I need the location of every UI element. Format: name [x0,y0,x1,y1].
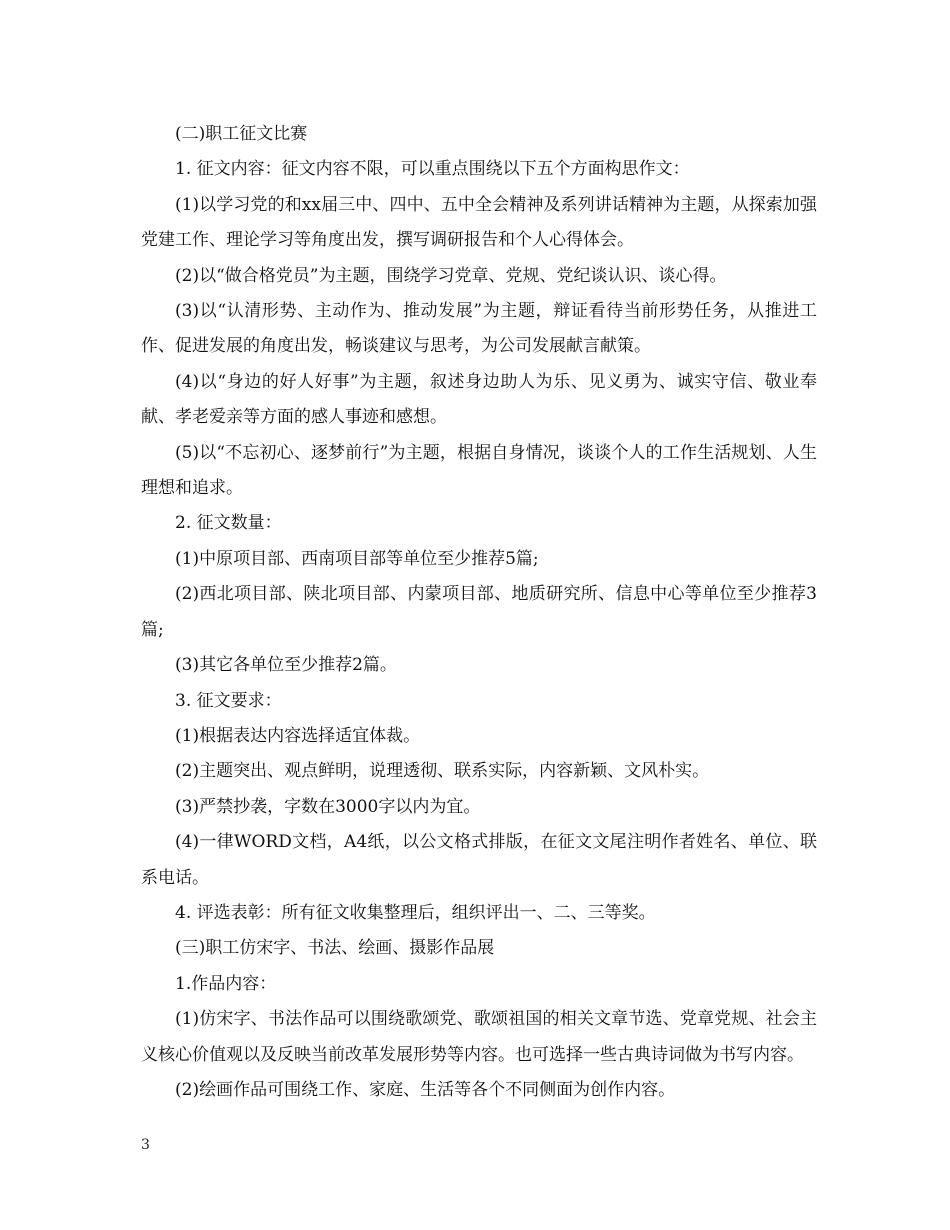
essay-quantity-item-1: (1)中原项目部、西南项目部等单位至少推荐5篇; [175,548,539,569]
essay-content-heading: 1. 征文内容：征文内容不限，可以重点围绕以下五个方面构思作文： [175,159,690,180]
essay-topic-1: (1)以学习党的和xx届三中、四中、五中全会精神及系列讲话精神为主题，从探索加强党建工作、理论学习等角度出发，撰写调研报告和个人心得体会。 [141,194,817,251]
artwork-content-item-2: (2)绘画作品可围绕工作、家庭、生活等各个不同侧面为创作内容。 [175,1079,676,1100]
essay-topic-2: (2)以“做合格党员”为主题，围绕学习党章、党规、党纪谈认识、谈心得。 [175,265,727,286]
essay-quantity-item-3: (3)其它各单位至少推荐2篇。 [175,655,397,676]
essay-topic-3: (3)以“认清形势、主动作为、推动发展”为主题，辩证看待当前形势任务，从推进工作、促进发展的角度出发，畅谈建议与思考，为公司发展献言献策。 [141,301,817,357]
essay-requirements-heading: 3. 征文要求： [175,690,282,711]
essay-topic-4: (4)以“身边的好人好事”为主题，叙述身边助人为乐、见义勇为、诚实守信、敬业奉献、孝老爱亲等方面的感人事迹和感想。 [141,371,817,428]
essay-requirement-3: (3)严禁抄袭，字数在3000字以内为宜。 [175,796,481,817]
page-number: 3 [141,1137,150,1153]
essay-requirement-2: (2)主题突出、观点鲜明，说理透彻、联系实际，内容新颖、文风朴实。 [175,761,710,782]
artwork-content-heading: 1.作品内容： [175,973,277,994]
section-heading-essay-contest: (二)职工征文比赛 [175,124,308,144]
essay-quantity-heading: 2. 征文数量： [175,513,282,534]
essay-awards: 4. 评选表彰：所有征文收集整理后，组织评出一、二、三等奖。 [175,902,656,923]
artwork-content-item-1: (1)仿宋字、书法作品可以围绕歌颂党、歌颂祖国的相关文章节选、党章党规、社会主义核心价值观以及反映当前改革发展形势等内容。也可选择一些古典诗词做为书写内容。 [141,1009,817,1065]
essay-topic-5: (5)以“不忘初心、逐梦前行”为主题，根据自身情况，谈谈个人的工作生活规划、人生理想和追求。 [141,442,817,499]
document-body [141,117,817,1108]
essay-requirement-4: (4)一律WORD文档，A4纸，以公文格式排版，在征文文尾注明作者姓名、单位、联系电话。 [141,832,817,888]
section-heading-art-exhibition: (三)职工仿宋字、书法、绘画、摄影作品展 [175,938,495,959]
essay-requirement-1: (1)根据表达内容选择适宜体裁。 [175,725,421,746]
essay-quantity-item-2: (2)西北项目部、陕北项目部、内蒙项目部、地质研究所、信息中心等单位至少推荐3篇; [141,584,817,640]
